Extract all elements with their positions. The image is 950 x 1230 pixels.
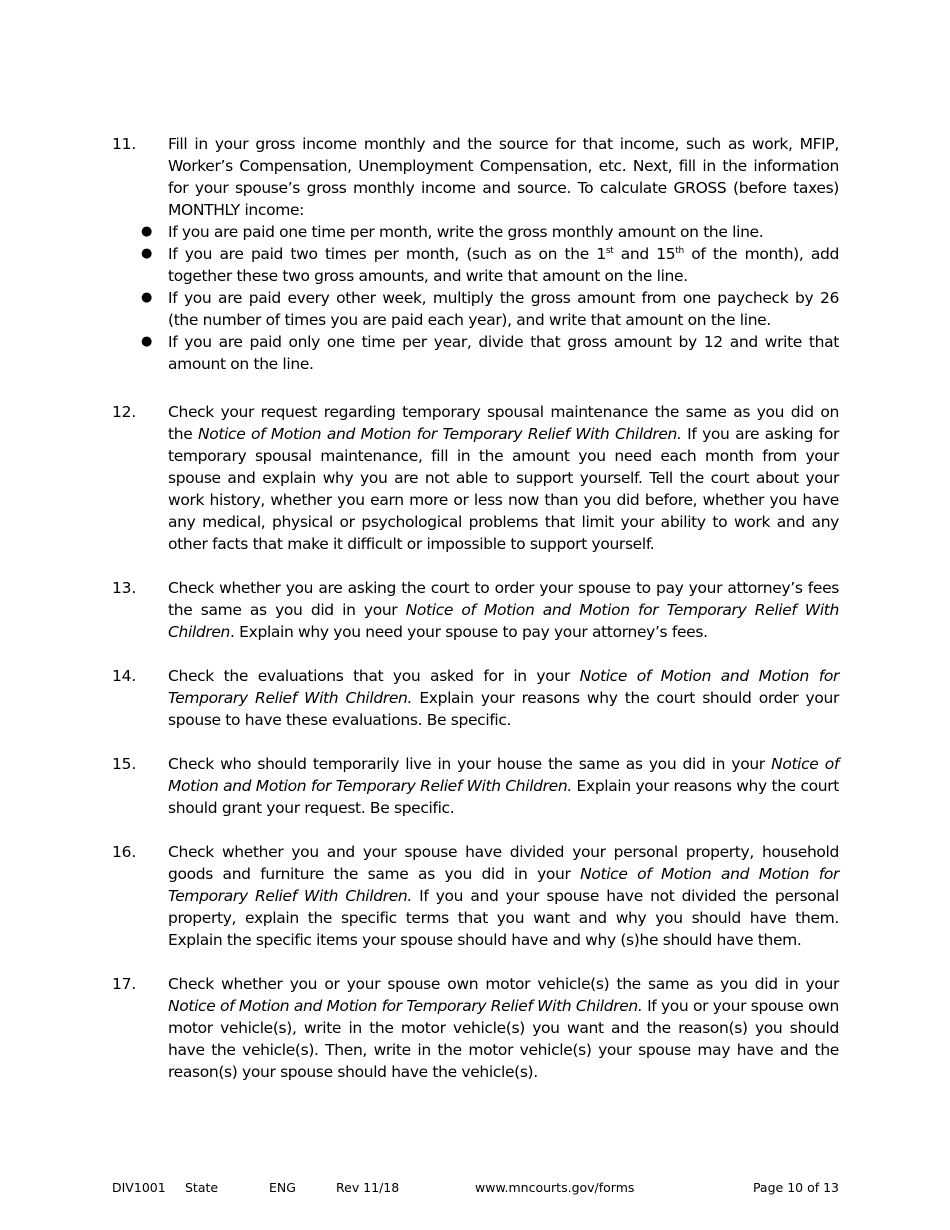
instruction-item-16 [112,841,839,951]
footer-form-id: DIV1001 [112,1180,166,1195]
instruction-item-13 [112,577,839,643]
item-text: Check whether you and your spouse have divided your personal property, household goods and furniture the same as you did in your Notice of Motion and Motion for Temporary Relief With Children. If you and your spouse have not divided the personal property, explain the specific terms that you want and why you should have them. Explain the specific items your spouse should have and why (s)he should have them. [168,843,840,949]
instruction-item-14 [112,665,839,731]
list-item: ● If you are paid every other week, multiply the gross amount from one paycheck by 26 (the number of times you are paid each year), and write that amount on the line. [141,289,839,329]
footer-website[interactable]: www.mncourts.gov/forms [475,1180,635,1195]
form-title-italic: Notice of Motion and Motion for Temporary Relief With Children. [197,425,682,443]
item-number: 17. [112,975,137,993]
item-intro: Fill in your gross income monthly and the source for that income, such as work, MFIP, Worker’s Compensation, Unemployment Compensation, etc. Next, fill in the information for your spouse’s gross monthly income and source. To calculate GROSS (before taxes) MONTHLY income: [168,135,839,219]
form-title-italic: Notice of Motion and Motion for Temporary Relief With Children. [168,997,643,1015]
list-item: ● If you are paid one time per month, write the gross monthly amount on the line. [141,223,764,241]
item-number: 15. [112,755,137,773]
footer-page-number: Page 10 of 13 [752,1180,839,1195]
item-text: Check who should temporarily live in your house the same as you did in your Notice of Motion and Motion for Temporary Relief With Children. Explain your reasons why the court should grant your request. Be specific. [168,755,840,817]
item-text: Check the evaluations that you asked for in your Notice of Motion and Motion for Temporary Relief With Children. Explain your reasons why the court should order your spouse to have these evaluations. Be specific. [168,667,839,729]
form-title-italic: Notice of Motion and Motion for Temporary Relief With Children. [168,865,839,905]
bullet-list [141,221,839,375]
footer-language: ENG [269,1180,296,1195]
bullet-icon: ● [141,246,152,261]
list-item: ● If you are paid two times per month, (such as on the 1st and 15th of the month), add together these two gross amounts, and write that amount on the line. [141,245,839,285]
item-number: 13. [112,579,137,597]
item-number: 14. [112,667,137,685]
bullet-icon: ● [141,290,152,305]
item-text: Check whether you are asking the court to order your spouse to pay your attorney’s fees the same as you did in your Notice of Motion and Motion for Temporary Relief With Children. Explain why you need your spouse to pay your attorney’s fees. [168,579,840,641]
form-title-italic: Notice of Motion and Motion for Temporary Relief With Children [168,601,840,641]
form-title-italic: Notice of Motion and Motion for Temporary Relief With Children. [168,667,839,707]
list-item: ● If you are paid only one time per year, divide that gross amount by 12 and write that amount on the line. [141,333,839,373]
item-number: 11. [112,135,137,153]
footer-revision: Rev 11/18 [336,1180,400,1195]
item-number: 16. [112,843,137,861]
instruction-item-17 [112,973,839,1083]
instruction-item-11 [112,133,839,375]
item-text [141,133,839,375]
instruction-item-15 [112,753,839,819]
form-title-italic: Notice of Motion and Motion for Temporary Relief With Children. [168,755,839,795]
page-footer [112,1180,839,1196]
item-text: Check your request regarding temporary spousal maintenance the same as you did on the Notice of Motion and Motion for Temporary Relief With Children. If you are asking for temporary spousal maintenance, fill in the amount you need each month from your spouse and explain why you are not able to support yourself. Tell the court about your work history, whether you earn more or less now than you did before, whether you have any medical, physical or psychological problems that limit your ability to work and any other facts that make it difficult or impossible to support yourself. [168,403,839,553]
bullet-icon: ● [141,334,152,349]
bullet-icon: ● [141,224,152,239]
item-text: Check whether you or your spouse own motor vehicle(s) the same as you did in your Notice of Motion and Motion for Temporary Relief With Children. If you or your spouse own motor vehicle(s), write in the motor vehicle(s) you want and the reason(s) you should have the vehicle(s). Then, write in the motor vehicle(s) your spouse may have and the reason(s) your spouse should have the vehicle(s). [168,975,839,1081]
footer-jurisdiction: State [185,1180,219,1195]
item-number: 12. [112,403,137,421]
instruction-item-12 [112,401,839,555]
